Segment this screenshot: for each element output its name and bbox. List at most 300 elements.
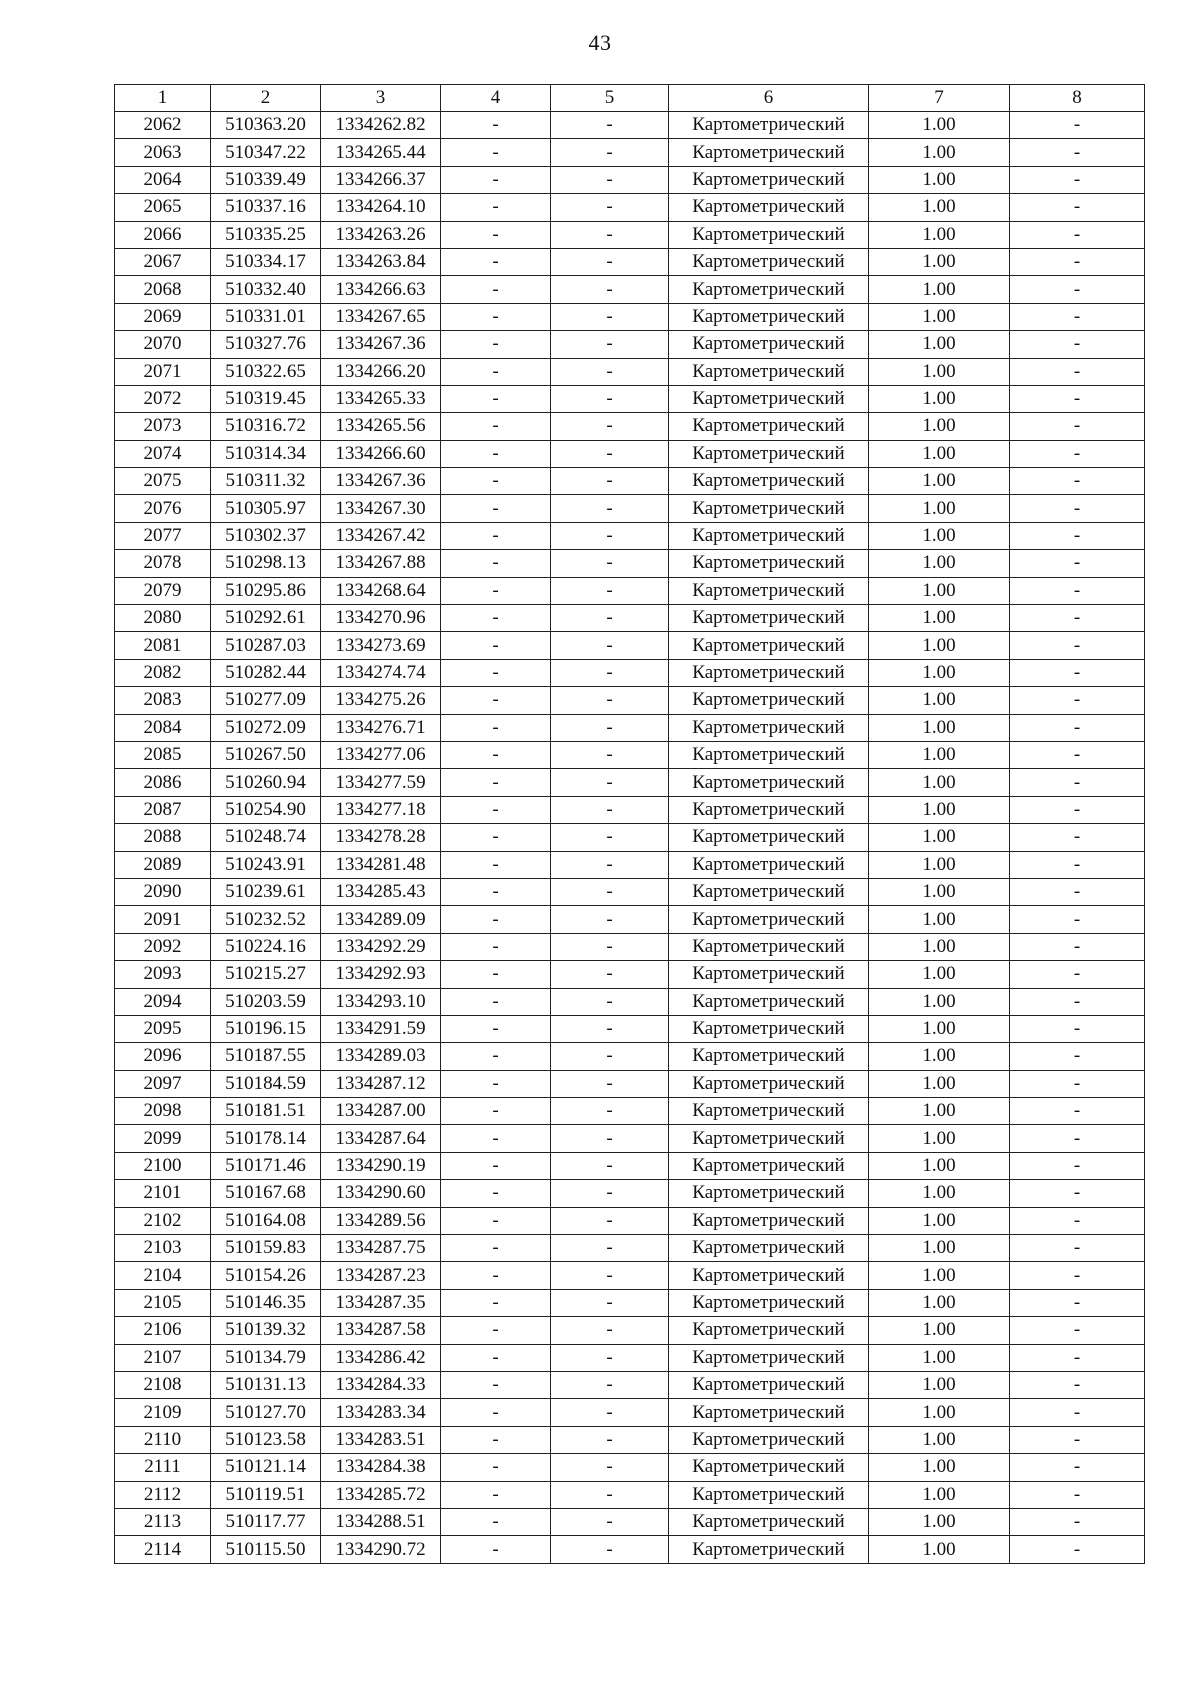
method-cell: Картометрический bbox=[669, 1289, 869, 1316]
column-8-cell: - bbox=[1010, 878, 1145, 905]
method-cell: Картометрический bbox=[669, 1481, 869, 1508]
y-coordinate-cell: 1334276.71 bbox=[321, 714, 441, 741]
point-number-cell: 2082 bbox=[115, 659, 211, 686]
table-row bbox=[115, 988, 1145, 1015]
column-5-cell: - bbox=[551, 906, 669, 933]
precision-cell: 1.00 bbox=[869, 824, 1010, 851]
precision-cell: 1.00 bbox=[869, 1015, 1010, 1042]
y-coordinate-cell: 1334273.69 bbox=[321, 632, 441, 659]
column-4-cell: - bbox=[441, 1371, 551, 1398]
method-cell: Картометрический bbox=[669, 1508, 869, 1535]
method-cell: Картометрический bbox=[669, 139, 869, 166]
column-8-cell: - bbox=[1010, 550, 1145, 577]
x-coordinate-cell: 510332.40 bbox=[211, 276, 321, 303]
column-4-cell: - bbox=[441, 1454, 551, 1481]
method-cell: Картометрический bbox=[669, 659, 869, 686]
precision-cell: 1.00 bbox=[869, 468, 1010, 495]
table-row bbox=[115, 1180, 1145, 1207]
precision-cell: 1.00 bbox=[869, 1508, 1010, 1535]
x-coordinate-cell: 510178.14 bbox=[211, 1125, 321, 1152]
method-cell: Картометрический bbox=[669, 1098, 869, 1125]
method-cell: Картометрический bbox=[669, 1536, 869, 1563]
method-cell: Картометрический bbox=[669, 1207, 869, 1234]
table-row bbox=[115, 303, 1145, 330]
column-4-cell: - bbox=[441, 440, 551, 467]
column-5-cell: - bbox=[551, 413, 669, 440]
column-5-cell: - bbox=[551, 1262, 669, 1289]
method-cell: Картометрический bbox=[669, 1043, 869, 1070]
point-number-cell: 2080 bbox=[115, 605, 211, 632]
method-cell: Картометрический bbox=[669, 1180, 869, 1207]
method-cell: Картометрический bbox=[669, 632, 869, 659]
column-8-cell: - bbox=[1010, 331, 1145, 358]
table-row bbox=[115, 495, 1145, 522]
precision-cell: 1.00 bbox=[869, 1152, 1010, 1179]
method-cell: Картометрический bbox=[669, 796, 869, 823]
y-coordinate-cell: 1334267.36 bbox=[321, 468, 441, 495]
x-coordinate-cell: 510171.46 bbox=[211, 1152, 321, 1179]
column-8-cell: - bbox=[1010, 276, 1145, 303]
point-number-cell: 2070 bbox=[115, 331, 211, 358]
column-4-cell: - bbox=[441, 1098, 551, 1125]
x-coordinate-cell: 510322.65 bbox=[211, 358, 321, 385]
method-cell: Картометрический bbox=[669, 1152, 869, 1179]
y-coordinate-cell: 1334278.28 bbox=[321, 824, 441, 851]
y-coordinate-cell: 1334265.56 bbox=[321, 413, 441, 440]
point-number-cell: 2087 bbox=[115, 796, 211, 823]
method-cell: Картометрический bbox=[669, 878, 869, 905]
column-5-cell: - bbox=[551, 358, 669, 385]
precision-cell: 1.00 bbox=[869, 1317, 1010, 1344]
y-coordinate-cell: 1334266.37 bbox=[321, 166, 441, 193]
point-number-cell: 2111 bbox=[115, 1454, 211, 1481]
table-row bbox=[115, 468, 1145, 495]
y-coordinate-cell: 1334263.84 bbox=[321, 248, 441, 275]
column-4-cell: - bbox=[441, 687, 551, 714]
method-cell: Картометрический bbox=[669, 687, 869, 714]
column-4-cell: - bbox=[441, 714, 551, 741]
point-number-cell: 2071 bbox=[115, 358, 211, 385]
method-cell: Картометрический bbox=[669, 769, 869, 796]
precision-cell: 1.00 bbox=[869, 331, 1010, 358]
point-number-cell: 2101 bbox=[115, 1180, 211, 1207]
column-4-cell: - bbox=[441, 577, 551, 604]
table-row bbox=[115, 851, 1145, 878]
column-5-cell: - bbox=[551, 1289, 669, 1316]
column-4-cell: - bbox=[441, 1125, 551, 1152]
x-coordinate-cell: 510314.34 bbox=[211, 440, 321, 467]
method-cell: Картометрический bbox=[669, 1235, 869, 1262]
x-coordinate-cell: 510187.55 bbox=[211, 1043, 321, 1070]
table-row bbox=[115, 687, 1145, 714]
point-number-cell: 2067 bbox=[115, 248, 211, 275]
column-8-cell: - bbox=[1010, 1235, 1145, 1262]
table-row bbox=[115, 878, 1145, 905]
point-number-cell: 2079 bbox=[115, 577, 211, 604]
method-cell: Картометрический bbox=[669, 714, 869, 741]
x-coordinate-cell: 510139.32 bbox=[211, 1317, 321, 1344]
precision-cell: 1.00 bbox=[869, 550, 1010, 577]
column-4-cell: - bbox=[441, 1344, 551, 1371]
y-coordinate-cell: 1334267.42 bbox=[321, 522, 441, 549]
column-4-cell: - bbox=[441, 1289, 551, 1316]
x-coordinate-cell: 510232.52 bbox=[211, 906, 321, 933]
column-header: 6 bbox=[669, 85, 869, 112]
column-4-cell: - bbox=[441, 139, 551, 166]
column-4-cell: - bbox=[441, 1180, 551, 1207]
x-coordinate-cell: 510267.50 bbox=[211, 741, 321, 768]
precision-cell: 1.00 bbox=[869, 632, 1010, 659]
column-5-cell: - bbox=[551, 961, 669, 988]
column-5-cell: - bbox=[551, 796, 669, 823]
y-coordinate-cell: 1334266.20 bbox=[321, 358, 441, 385]
precision-cell: 1.00 bbox=[869, 687, 1010, 714]
x-coordinate-cell: 510260.94 bbox=[211, 769, 321, 796]
precision-cell: 1.00 bbox=[869, 413, 1010, 440]
table-row bbox=[115, 1508, 1145, 1535]
column-8-cell: - bbox=[1010, 1070, 1145, 1097]
table-row bbox=[115, 139, 1145, 166]
x-coordinate-cell: 510239.61 bbox=[211, 878, 321, 905]
column-header: 5 bbox=[551, 85, 669, 112]
column-8-cell: - bbox=[1010, 1508, 1145, 1535]
column-4-cell: - bbox=[441, 796, 551, 823]
column-4-cell: - bbox=[441, 906, 551, 933]
point-number-cell: 2073 bbox=[115, 413, 211, 440]
point-number-cell: 2097 bbox=[115, 1070, 211, 1097]
table-row bbox=[115, 248, 1145, 275]
column-header: 7 bbox=[869, 85, 1010, 112]
table-row bbox=[115, 358, 1145, 385]
x-coordinate-cell: 510224.16 bbox=[211, 933, 321, 960]
column-4-cell: - bbox=[441, 1426, 551, 1453]
point-number-cell: 2074 bbox=[115, 440, 211, 467]
table-row bbox=[115, 1235, 1145, 1262]
column-8-cell: - bbox=[1010, 1481, 1145, 1508]
precision-cell: 1.00 bbox=[869, 1344, 1010, 1371]
method-cell: Картометрический bbox=[669, 331, 869, 358]
point-number-cell: 2088 bbox=[115, 824, 211, 851]
y-coordinate-cell: 1334267.30 bbox=[321, 495, 441, 522]
column-4-cell: - bbox=[441, 1508, 551, 1535]
precision-cell: 1.00 bbox=[869, 1098, 1010, 1125]
column-5-cell: - bbox=[551, 1125, 669, 1152]
y-coordinate-cell: 1334285.43 bbox=[321, 878, 441, 905]
column-8-cell: - bbox=[1010, 468, 1145, 495]
column-8-cell: - bbox=[1010, 1344, 1145, 1371]
y-coordinate-cell: 1334287.64 bbox=[321, 1125, 441, 1152]
column-5-cell: - bbox=[551, 1043, 669, 1070]
method-cell: Картометрический bbox=[669, 988, 869, 1015]
table-row bbox=[115, 1043, 1145, 1070]
column-8-cell: - bbox=[1010, 577, 1145, 604]
column-5-cell: - bbox=[551, 112, 669, 139]
table-row bbox=[115, 1152, 1145, 1179]
coordinates-table bbox=[114, 84, 1145, 1564]
method-cell: Картометрический bbox=[669, 577, 869, 604]
column-8-cell: - bbox=[1010, 1152, 1145, 1179]
table-row bbox=[115, 1399, 1145, 1426]
method-cell: Картометрический bbox=[669, 1454, 869, 1481]
precision-cell: 1.00 bbox=[869, 495, 1010, 522]
column-4-cell: - bbox=[441, 221, 551, 248]
header-row bbox=[115, 85, 1145, 112]
column-8-cell: - bbox=[1010, 741, 1145, 768]
table-row bbox=[115, 440, 1145, 467]
table-row bbox=[115, 522, 1145, 549]
column-4-cell: - bbox=[441, 522, 551, 549]
column-8-cell: - bbox=[1010, 194, 1145, 221]
column-4-cell: - bbox=[441, 659, 551, 686]
column-8-cell: - bbox=[1010, 1317, 1145, 1344]
x-coordinate-cell: 510334.17 bbox=[211, 248, 321, 275]
x-coordinate-cell: 510146.35 bbox=[211, 1289, 321, 1316]
y-coordinate-cell: 1334281.48 bbox=[321, 851, 441, 878]
column-5-cell: - bbox=[551, 1344, 669, 1371]
precision-cell: 1.00 bbox=[869, 1454, 1010, 1481]
column-8-cell: - bbox=[1010, 1098, 1145, 1125]
y-coordinate-cell: 1334293.10 bbox=[321, 988, 441, 1015]
precision-cell: 1.00 bbox=[869, 522, 1010, 549]
table-row bbox=[115, 1125, 1145, 1152]
method-cell: Картометрический bbox=[669, 741, 869, 768]
method-cell: Картометрический bbox=[669, 276, 869, 303]
column-5-cell: - bbox=[551, 468, 669, 495]
point-number-cell: 2072 bbox=[115, 385, 211, 412]
column-4-cell: - bbox=[441, 1152, 551, 1179]
column-5-cell: - bbox=[551, 1454, 669, 1481]
point-number-cell: 2077 bbox=[115, 522, 211, 549]
x-coordinate-cell: 510305.97 bbox=[211, 495, 321, 522]
x-coordinate-cell: 510295.86 bbox=[211, 577, 321, 604]
column-8-cell: - bbox=[1010, 495, 1145, 522]
point-number-cell: 2081 bbox=[115, 632, 211, 659]
column-5-cell: - bbox=[551, 741, 669, 768]
point-number-cell: 2086 bbox=[115, 769, 211, 796]
column-4-cell: - bbox=[441, 303, 551, 330]
column-8-cell: - bbox=[1010, 632, 1145, 659]
y-coordinate-cell: 1334291.59 bbox=[321, 1015, 441, 1042]
table-row bbox=[115, 1426, 1145, 1453]
column-5-cell: - bbox=[551, 1015, 669, 1042]
precision-cell: 1.00 bbox=[869, 796, 1010, 823]
column-header: 4 bbox=[441, 85, 551, 112]
precision-cell: 1.00 bbox=[869, 358, 1010, 385]
column-8-cell: - bbox=[1010, 1043, 1145, 1070]
table-row bbox=[115, 166, 1145, 193]
y-coordinate-cell: 1334287.00 bbox=[321, 1098, 441, 1125]
column-8-cell: - bbox=[1010, 769, 1145, 796]
column-4-cell: - bbox=[441, 1015, 551, 1042]
x-coordinate-cell: 510254.90 bbox=[211, 796, 321, 823]
point-number-cell: 2100 bbox=[115, 1152, 211, 1179]
point-number-cell: 2075 bbox=[115, 468, 211, 495]
column-8-cell: - bbox=[1010, 1180, 1145, 1207]
column-5-cell: - bbox=[551, 878, 669, 905]
point-number-cell: 2104 bbox=[115, 1262, 211, 1289]
point-number-cell: 2106 bbox=[115, 1317, 211, 1344]
y-coordinate-cell: 1334287.75 bbox=[321, 1235, 441, 1262]
table-row bbox=[115, 769, 1145, 796]
table-row bbox=[115, 1481, 1145, 1508]
method-cell: Картометрический bbox=[669, 303, 869, 330]
column-5-cell: - bbox=[551, 1536, 669, 1563]
y-coordinate-cell: 1334283.34 bbox=[321, 1399, 441, 1426]
y-coordinate-cell: 1334266.63 bbox=[321, 276, 441, 303]
point-number-cell: 2114 bbox=[115, 1536, 211, 1563]
page-number: 43 bbox=[588, 30, 612, 55]
table-row bbox=[115, 632, 1145, 659]
method-cell: Картометрический bbox=[669, 1344, 869, 1371]
x-coordinate-cell: 510121.14 bbox=[211, 1454, 321, 1481]
point-number-cell: 2064 bbox=[115, 166, 211, 193]
x-coordinate-cell: 510154.26 bbox=[211, 1262, 321, 1289]
precision-cell: 1.00 bbox=[869, 1207, 1010, 1234]
x-coordinate-cell: 510115.50 bbox=[211, 1536, 321, 1563]
column-8-cell: - bbox=[1010, 166, 1145, 193]
column-5-cell: - bbox=[551, 1235, 669, 1262]
column-4-cell: - bbox=[441, 385, 551, 412]
x-coordinate-cell: 510363.20 bbox=[211, 112, 321, 139]
y-coordinate-cell: 1334268.64 bbox=[321, 577, 441, 604]
method-cell: Картометрический bbox=[669, 385, 869, 412]
method-cell: Картометрический bbox=[669, 112, 869, 139]
point-number-cell: 2113 bbox=[115, 1508, 211, 1535]
column-4-cell: - bbox=[441, 413, 551, 440]
column-8-cell: - bbox=[1010, 988, 1145, 1015]
column-4-cell: - bbox=[441, 1536, 551, 1563]
column-5-cell: - bbox=[551, 1070, 669, 1097]
column-4-cell: - bbox=[441, 1399, 551, 1426]
column-8-cell: - bbox=[1010, 714, 1145, 741]
method-cell: Картометрический bbox=[669, 961, 869, 988]
table-row bbox=[115, 276, 1145, 303]
method-cell: Картометрический bbox=[669, 1371, 869, 1398]
precision-cell: 1.00 bbox=[869, 961, 1010, 988]
method-cell: Картометрический bbox=[669, 906, 869, 933]
column-4-cell: - bbox=[441, 961, 551, 988]
y-coordinate-cell: 1334267.65 bbox=[321, 303, 441, 330]
x-coordinate-cell: 510327.76 bbox=[211, 331, 321, 358]
precision-cell: 1.00 bbox=[869, 1043, 1010, 1070]
point-number-cell: 2094 bbox=[115, 988, 211, 1015]
column-5-cell: - bbox=[551, 139, 669, 166]
point-number-cell: 2089 bbox=[115, 851, 211, 878]
x-coordinate-cell: 510335.25 bbox=[211, 221, 321, 248]
point-number-cell: 2108 bbox=[115, 1371, 211, 1398]
point-number-cell: 2102 bbox=[115, 1207, 211, 1234]
column-8-cell: - bbox=[1010, 1125, 1145, 1152]
x-coordinate-cell: 510215.27 bbox=[211, 961, 321, 988]
column-5-cell: - bbox=[551, 1180, 669, 1207]
point-number-cell: 2110 bbox=[115, 1426, 211, 1453]
x-coordinate-cell: 510292.61 bbox=[211, 605, 321, 632]
y-coordinate-cell: 1334289.56 bbox=[321, 1207, 441, 1234]
table-row bbox=[115, 906, 1145, 933]
table-row bbox=[115, 1371, 1145, 1398]
table-row bbox=[115, 1344, 1145, 1371]
x-coordinate-cell: 510131.13 bbox=[211, 1371, 321, 1398]
method-cell: Картометрический bbox=[669, 1262, 869, 1289]
point-number-cell: 2085 bbox=[115, 741, 211, 768]
method-cell: Картометрический bbox=[669, 358, 869, 385]
column-8-cell: - bbox=[1010, 1207, 1145, 1234]
column-4-cell: - bbox=[441, 824, 551, 851]
column-5-cell: - bbox=[551, 1317, 669, 1344]
column-5-cell: - bbox=[551, 632, 669, 659]
column-8-cell: - bbox=[1010, 1371, 1145, 1398]
column-header: 3 bbox=[321, 85, 441, 112]
point-number-cell: 2066 bbox=[115, 221, 211, 248]
point-number-cell: 2065 bbox=[115, 194, 211, 221]
column-5-cell: - bbox=[551, 194, 669, 221]
table-row bbox=[115, 1454, 1145, 1481]
column-4-cell: - bbox=[441, 1043, 551, 1070]
precision-cell: 1.00 bbox=[869, 714, 1010, 741]
y-coordinate-cell: 1334287.35 bbox=[321, 1289, 441, 1316]
column-8-cell: - bbox=[1010, 906, 1145, 933]
column-4-cell: - bbox=[441, 769, 551, 796]
x-coordinate-cell: 510164.08 bbox=[211, 1207, 321, 1234]
column-5-cell: - bbox=[551, 605, 669, 632]
y-coordinate-cell: 1334264.10 bbox=[321, 194, 441, 221]
precision-cell: 1.00 bbox=[869, 933, 1010, 960]
column-8-cell: - bbox=[1010, 1015, 1145, 1042]
column-5-cell: - bbox=[551, 824, 669, 851]
precision-cell: 1.00 bbox=[869, 577, 1010, 604]
method-cell: Картометрический bbox=[669, 413, 869, 440]
point-number-cell: 2078 bbox=[115, 550, 211, 577]
method-cell: Картометрический bbox=[669, 248, 869, 275]
column-4-cell: - bbox=[441, 550, 551, 577]
point-number-cell: 2084 bbox=[115, 714, 211, 741]
point-number-cell: 2062 bbox=[115, 112, 211, 139]
x-coordinate-cell: 510184.59 bbox=[211, 1070, 321, 1097]
column-8-cell: - bbox=[1010, 1426, 1145, 1453]
precision-cell: 1.00 bbox=[869, 659, 1010, 686]
table-row bbox=[115, 659, 1145, 686]
column-5-cell: - bbox=[551, 303, 669, 330]
point-number-cell: 2099 bbox=[115, 1125, 211, 1152]
point-number-cell: 2093 bbox=[115, 961, 211, 988]
column-5-cell: - bbox=[551, 550, 669, 577]
precision-cell: 1.00 bbox=[869, 605, 1010, 632]
column-4-cell: - bbox=[441, 194, 551, 221]
column-8-cell: - bbox=[1010, 659, 1145, 686]
column-8-cell: - bbox=[1010, 385, 1145, 412]
column-header: 8 bbox=[1010, 85, 1145, 112]
column-4-cell: - bbox=[441, 741, 551, 768]
point-number-cell: 2096 bbox=[115, 1043, 211, 1070]
column-5-cell: - bbox=[551, 522, 669, 549]
precision-cell: 1.00 bbox=[869, 878, 1010, 905]
point-number-cell: 2076 bbox=[115, 495, 211, 522]
column-header: 1 bbox=[115, 85, 211, 112]
column-8-cell: - bbox=[1010, 687, 1145, 714]
column-4-cell: - bbox=[441, 276, 551, 303]
x-coordinate-cell: 510282.44 bbox=[211, 659, 321, 686]
column-4-cell: - bbox=[441, 933, 551, 960]
y-coordinate-cell: 1334277.18 bbox=[321, 796, 441, 823]
table-row bbox=[115, 1070, 1145, 1097]
x-coordinate-cell: 510311.32 bbox=[211, 468, 321, 495]
column-8-cell: - bbox=[1010, 248, 1145, 275]
precision-cell: 1.00 bbox=[869, 1481, 1010, 1508]
y-coordinate-cell: 1334274.74 bbox=[321, 659, 441, 686]
table-row bbox=[115, 221, 1145, 248]
x-coordinate-cell: 510337.16 bbox=[211, 194, 321, 221]
column-4-cell: - bbox=[441, 632, 551, 659]
